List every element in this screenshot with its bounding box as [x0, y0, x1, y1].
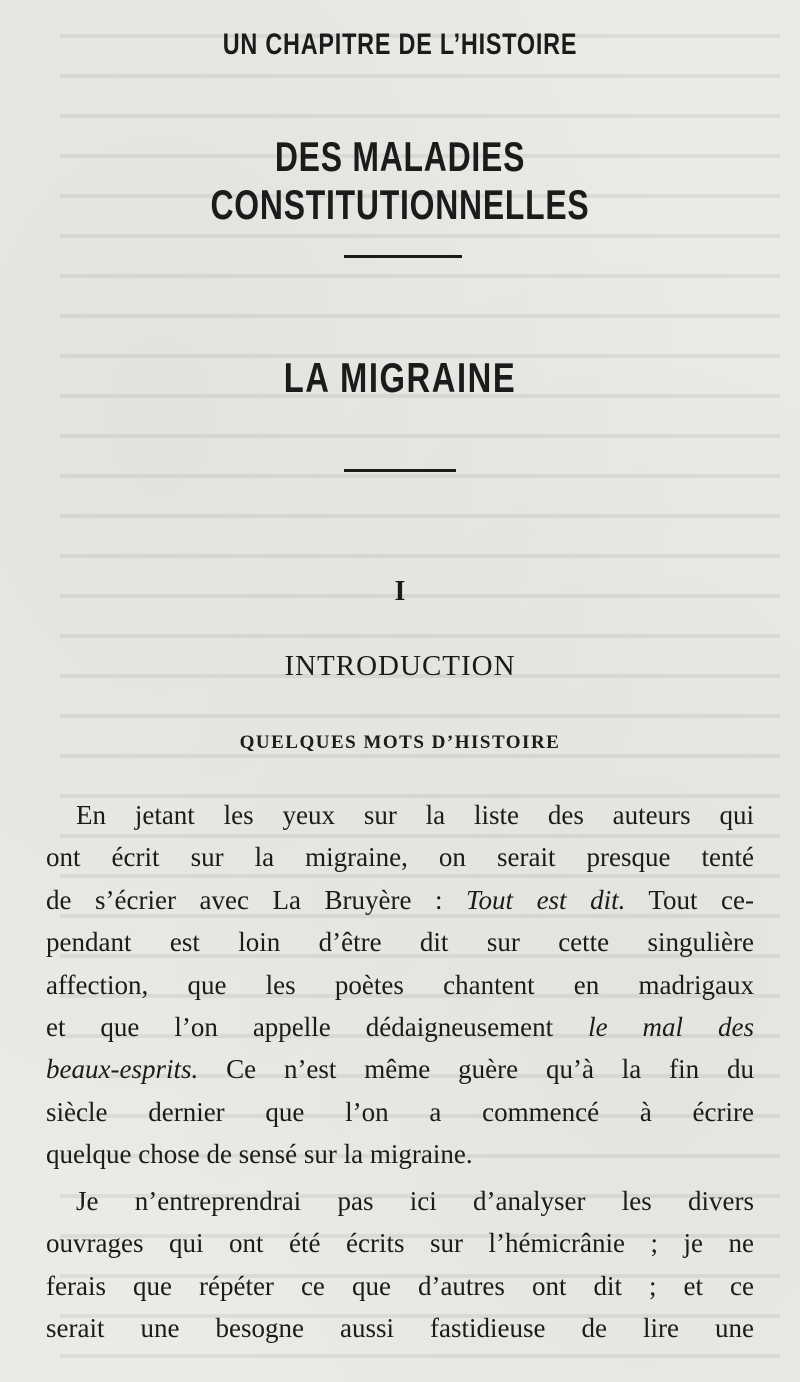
- chapter-title: DES MALADIES CONSTITUTIONNELLES: [210, 133, 590, 228]
- paragraph: [46, 794, 754, 1176]
- section-number: I: [394, 576, 406, 607]
- subsection-title: QUELQUES MOTS D’HISTOIRE: [239, 732, 561, 753]
- divider-rule: [344, 255, 462, 258]
- chapter-heading: UN CHAPITRE DE L’HISTOIRE: [222, 28, 578, 61]
- text-line: [46, 1006, 754, 1048]
- text-line: ont écrit sur la migraine, on serait presque tenté: [46, 842, 754, 873]
- section-heading: LA MIGRAINE: [283, 354, 517, 401]
- text-line: affection, que les poètes chantent en madrigaux: [46, 969, 754, 1000]
- italic-run: le mal des: [588, 1011, 754, 1042]
- text-line: [46, 879, 754, 921]
- text-line: siècle dernier que l’on a commencé à écrire: [46, 1096, 754, 1127]
- text-run: et que l’on appelle dédaigneusement: [46, 1011, 589, 1042]
- text-run: Tout ce-: [625, 884, 754, 915]
- text-line: pendant est loin d’être dit sur cette singulière: [46, 927, 754, 958]
- text-run: Ce n’est même guère qu’à la fin du: [198, 1054, 754, 1085]
- italic-run: Tout est dit.: [466, 884, 626, 915]
- text-line: [46, 1048, 754, 1090]
- text-line: serait une besogne aussi fastidieuse de lire une: [46, 1313, 754, 1344]
- text-line: ouvrages qui ont été écrits sur l’hémicrânie ; je ne: [46, 1228, 754, 1259]
- text-run: de s’écrier avec La Bruyère :: [46, 884, 466, 915]
- paragraph: [46, 1180, 754, 1350]
- text-line: En jetant les yeux sur la liste des auteurs qui: [76, 800, 754, 830]
- text-line: ferais que répéter ce que d’autres ont dit ; et ce: [46, 1270, 754, 1301]
- text-line: Je n’entreprendrai pas ici d’analyser les divers: [76, 1186, 754, 1216]
- italic-run: beaux-esprits.: [46, 1054, 199, 1085]
- divider-rule: [344, 469, 456, 472]
- section-title: INTRODUCTION: [284, 650, 516, 682]
- text-line: quelque chose de sensé sur la migraine.: [46, 1139, 473, 1170]
